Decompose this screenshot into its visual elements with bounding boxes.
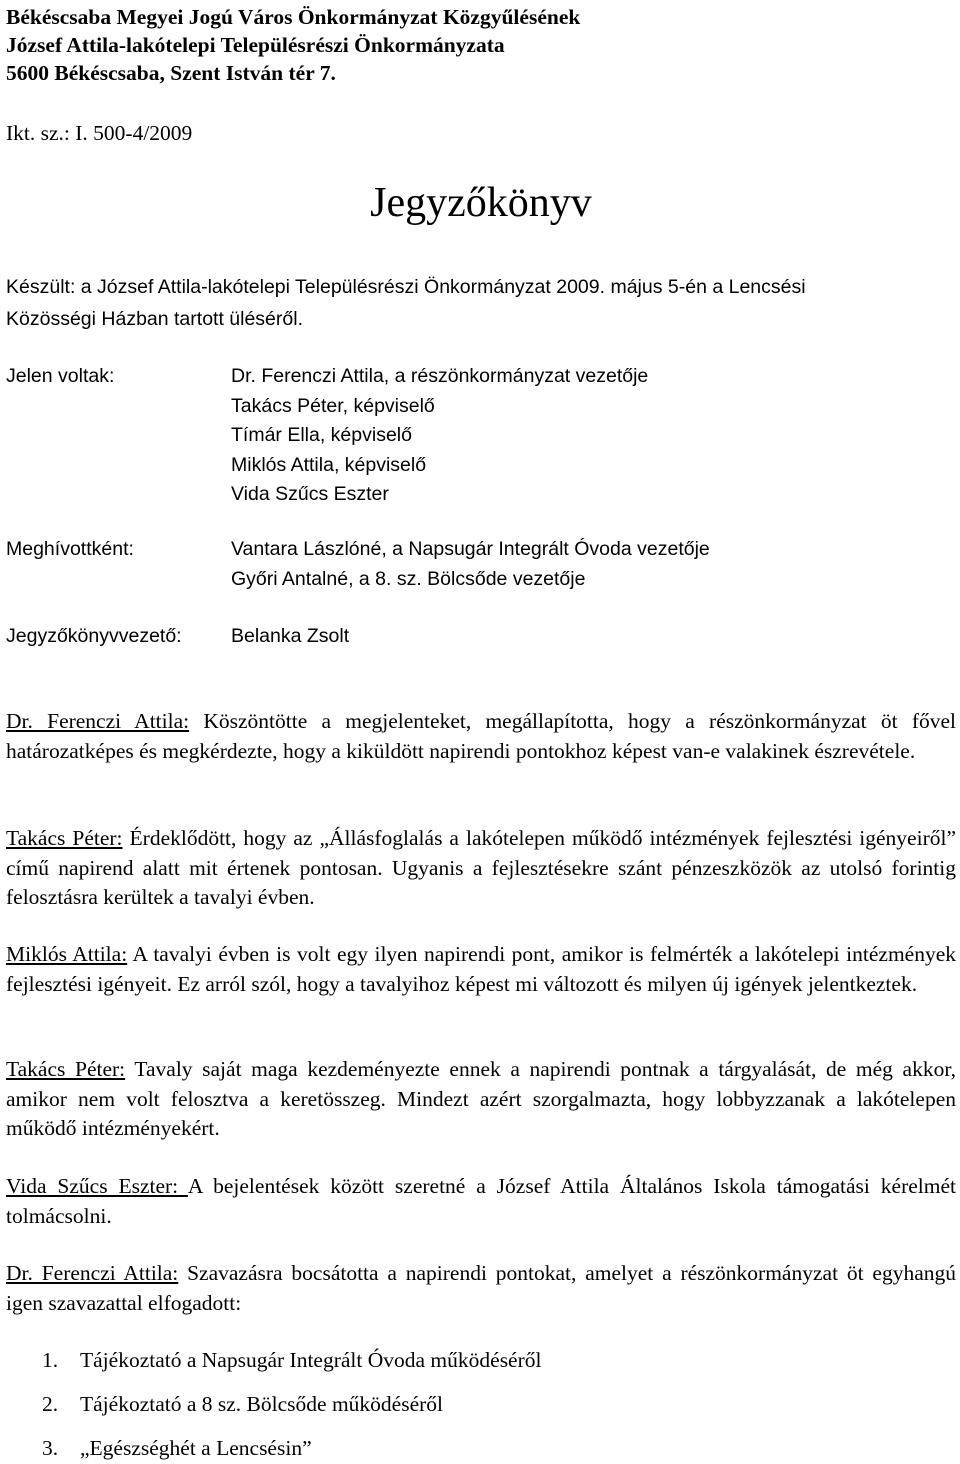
agenda-item-text: „Egészséghét a Lencsésin”: [80, 1436, 312, 1460]
paragraph-text: Érdeklődött, hogy az „Állásfoglalás a lakótelepen működő intézmények fejlesztési igényeiről” című napirend alatt mit értenek pontosan. Ugyanis a fejlesztésekre szánt pénzeszközök az utolsó forintig felosztásra kerültek a tavalyi évben.: [6, 826, 956, 909]
minutes-paragraph-2: [6, 824, 956, 913]
agenda-item: [42, 1346, 541, 1374]
present-label: Jelen voltak:: [6, 365, 115, 387]
invited-list: [231, 535, 710, 594]
paragraph-text: Szavazásra bocsátotta a napirendi pontokat, amelyet a részönkormányzat öt egyhangú igen szavazattal elfogadott:: [6, 1261, 956, 1315]
agenda-item-number: 3.: [42, 1436, 59, 1460]
prepared-statement: [6, 271, 956, 335]
prepared-line-2: Közösségi Házban tartott üléséről.: [6, 308, 303, 330]
present-person: Vida Szűcs Eszter: [231, 483, 389, 505]
speaker-name: Dr. Ferenczi Attila:: [6, 709, 190, 733]
paragraph-text: Tavaly saját maga kezdeményezte ennek a napirendi pontnak a tárgyalását, de még akkor, amikor nem volt felosztva a keretösszeg. Mindezt azért szorgalmazta, hogy lobbyzzanak a lakótelepen működő intézményekért.: [6, 1057, 957, 1140]
agenda-item-text: Tájékoztató a 8 sz. Bölcsőde működéséről: [80, 1392, 444, 1416]
paragraph-text: A tavalyi évben is volt egy ilyen napirendi pont, amikor is felmérték a lakótelepi intézmények fejlesztési igényeit. Ez arról szól, hogy a tavalyihoz képest mi változott és milyen új igények jelentkeztek.: [6, 942, 956, 996]
recorder-label: Jegyzőkönyvvezető:: [6, 625, 182, 647]
speaker-name: Miklós Attila:: [6, 942, 128, 966]
present-list: [231, 362, 648, 510]
invited-person: Vantara Lászlóné, a Napsugár Integrált Óvoda vezetője: [231, 538, 710, 560]
document-page: [6, 0, 956, 1464]
speaker-name: Vida Szűcs Eszter:: [6, 1174, 188, 1198]
minutes-paragraph-5: [6, 1172, 956, 1231]
minutes-paragraph-3: [6, 940, 956, 999]
invited-label: Meghívottként:: [6, 538, 134, 560]
agenda-item: [42, 1434, 312, 1462]
present-person: Takács Péter, képviselő: [231, 394, 435, 417]
present-person: Tímár Ella, képviselő: [231, 424, 412, 446]
agenda-item-text: Tájékoztató a Napsugár Integrált Óvoda működéséről: [80, 1348, 542, 1372]
agenda-item: [42, 1390, 443, 1418]
document-title: Jegyzőkönyv: [370, 180, 592, 226]
agenda-item-number: 2.: [42, 1392, 59, 1416]
paragraph-text: A bejelentések között szeretné a József Attila Általános Iskola támogatási kérelmét tolmácsolni.: [6, 1174, 956, 1228]
speaker-name: Dr. Ferenczi Attila:: [6, 1261, 179, 1285]
minutes-paragraph-6: [6, 1259, 956, 1318]
letterhead-line-2: József Attila-lakótelepi Településrészi Önkormányzata: [6, 33, 505, 57]
letterhead-line-1: Békéscsaba Megyei Jogú Város Önkormányzat Közgyűlésének: [6, 5, 581, 29]
prepared-line-1: Készült: a József Attila-lakótelepi Településrészi Önkormányzat 2009. május 5-én a Lencsési: [6, 276, 806, 298]
letterhead: [6, 3, 580, 87]
invited-person: Győri Antalné, a 8. sz. Bölcsőde vezetője: [231, 567, 586, 590]
speaker-name: Takács Péter:: [6, 1057, 126, 1081]
present-person: Dr. Ferenczi Attila, a részönkormányzat vezetője: [231, 365, 649, 387]
speaker-name: Takács Péter:: [6, 826, 123, 850]
minutes-paragraph-4: [6, 1055, 956, 1144]
recorder-name: Belanka Zsolt: [231, 625, 350, 647]
present-person: Miklós Attila, képviselő: [231, 453, 427, 476]
minutes-paragraph-1: [6, 707, 956, 766]
reference-number: Ikt. sz.: I. 500-4/2009: [6, 121, 193, 145]
paragraph-text: Köszöntötte a megjelenteket, megállapította, hogy a részönkormányzat öt fővel határozatképes és megkérdezte, hogy a kiküldött napirendi pontokhoz képest van-e valakinek észrevétele.: [6, 709, 957, 763]
letterhead-address: 5600 Békéscsaba, Szent István tér 7.: [6, 61, 336, 85]
agenda-item-number: 1.: [42, 1348, 59, 1372]
